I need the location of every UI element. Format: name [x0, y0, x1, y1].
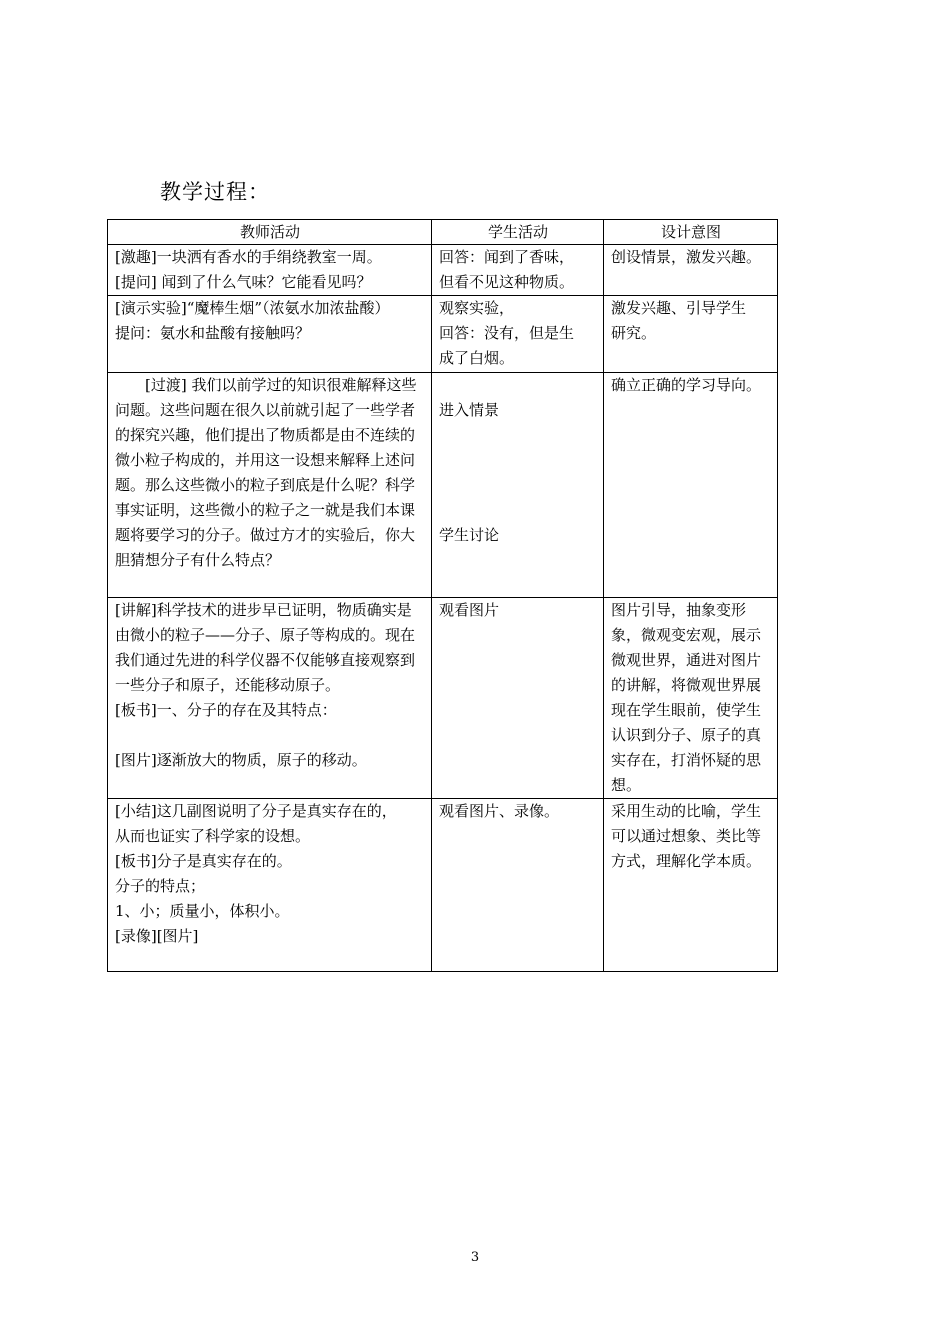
- intent-paragraph: 图片引导，抽象变形象，微观变宏观，展示微观世界，通进对图片的讲解，将微观世界展现在学生眼前，使学生认识到分子、原子的真实存在，打消怀疑的思想。: [611, 601, 762, 794]
- spacer: [439, 448, 597, 473]
- student-cell: [432, 245, 604, 296]
- teacher-line: 1、小；质量小，体积小。: [115, 902, 290, 920]
- spacer: [115, 723, 425, 748]
- intent-cell: [604, 373, 778, 598]
- intent-line: 研究。: [611, 324, 657, 342]
- table-row: [108, 598, 778, 799]
- teacher-cell: [108, 373, 432, 598]
- teacher-line: [小结]这几副图说明了分子是真实存在的，: [115, 802, 397, 820]
- student-cell: [432, 296, 604, 373]
- student-line: 观察实验，: [439, 299, 515, 317]
- table-header-row: [108, 220, 778, 245]
- teacher-line: [板书]分子是真实存在的。: [115, 852, 292, 870]
- student-cell: [432, 799, 604, 972]
- teacher-paragraph: [过渡] 我们以前学过的知识很难解释这些问题。这些问题在很久以前就引起了一些学者的探究兴趣，他们提出了物质都是由不连续的微小粒子构成的，并用这一设想来解释上述问题。那么这些微小的粒子到底是什么呢？科学事实证明，这些微小的粒子之一就是我们本课题将要学习的分子。做过方才的实验后，你大胆猜想分子有什么特点？: [115, 376, 417, 569]
- teacher-cell: [108, 245, 432, 296]
- student-line: 学生讨论: [439, 526, 500, 544]
- teacher-line: [激趣]一块洒有香水的手绢绕教室一周。: [115, 248, 382, 266]
- intent-cell: [604, 296, 778, 373]
- intent-line: 激发兴趣、引导学生: [611, 299, 747, 317]
- intent-paragraph: 采用生动的比喻，学生可以通过想象、类比等方式，理解化学本质。: [611, 802, 762, 870]
- student-line: 回答：闻到了香味，: [439, 248, 575, 266]
- student-line: 但看不见这种物质。: [439, 273, 575, 291]
- table-row: [108, 296, 778, 373]
- spacer: [439, 423, 597, 448]
- spacer: [439, 373, 597, 398]
- student-line: 观看图片、录像。: [439, 802, 560, 820]
- page-number: 3: [470, 1250, 480, 1265]
- teacher-cell: [108, 799, 432, 972]
- section-title: 教学过程：: [160, 180, 270, 204]
- teacher-line: 提问：氨水和盐酸有接触吗？: [115, 324, 311, 342]
- teacher-line: [录像][图片]: [115, 927, 199, 945]
- teacher-line: [板书]一、分子的存在及其特点：: [115, 701, 337, 719]
- intent-cell: [604, 245, 778, 296]
- teacher-cell: [108, 296, 432, 373]
- intent-line: 创设情景，激发兴趣。: [611, 248, 762, 266]
- teaching-process-table: [107, 219, 778, 972]
- table-row: [108, 245, 778, 296]
- student-line: 进入情景: [439, 401, 500, 419]
- table-row: [108, 799, 778, 972]
- header-design-intent: 设计意图: [604, 220, 778, 245]
- teacher-line: 从而也证实了科学家的设想。: [115, 827, 311, 845]
- intent-cell: [604, 799, 778, 972]
- header-teacher-activity: 教师活动: [108, 220, 432, 245]
- student-line: 观看图片: [439, 601, 500, 619]
- teacher-line: [提问] 闻到了什么气味？它能看见吗？: [115, 273, 372, 291]
- teacher-cell: [108, 598, 432, 799]
- intent-paragraph: 确立正确的学习导向。: [611, 376, 762, 394]
- student-cell: [432, 598, 604, 799]
- teacher-line: 分子的特点；: [115, 877, 206, 895]
- spacer: [439, 498, 597, 523]
- student-cell: [432, 373, 604, 598]
- teacher-paragraph: [讲解]科学技术的进步早已证明，物质确实是由微小的粒子——分子、原子等构成的。现在我们通过先进的科学仪器不仅能够直接观察到一些分子和原子，还能移动原子。: [115, 601, 416, 694]
- table-row: [108, 373, 778, 598]
- spacer: [439, 473, 597, 498]
- student-line: 回答：没有，但是生: [439, 324, 575, 342]
- teacher-line: [演示实验]“魔棒生烟”（浓氨水加浓盐酸）: [115, 299, 390, 317]
- intent-cell: [604, 598, 778, 799]
- teacher-line: [图片]逐渐放大的物质，原子的移动。: [115, 751, 367, 769]
- student-line: 成了白烟。: [439, 349, 515, 367]
- header-student-activity: 学生活动: [432, 220, 604, 245]
